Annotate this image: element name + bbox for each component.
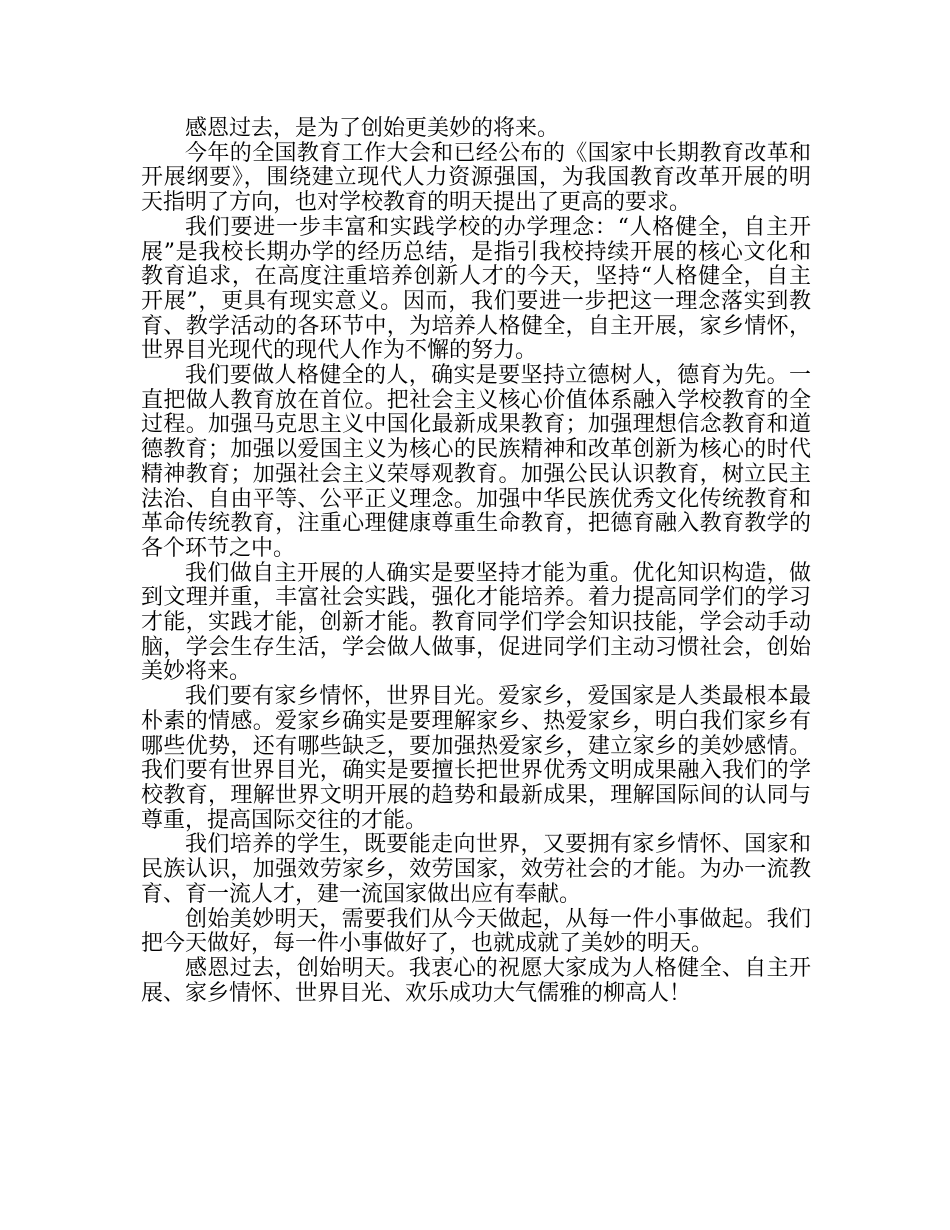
paragraph-9: 感恩过去，创始明天。我衷心的祝愿大家成为人格健全、自主开展、家乡情怀、世界目光、欢乐成功大气儒雅的柳高人！ (141, 955, 811, 1006)
paragraph-1: 感恩过去，是为了创始更美妙的将来。 (185, 116, 560, 141)
document-body (141, 117, 811, 1006)
paragraph-6: 我们要有家乡情怀，世界目光。爱家乡，爱国家是人类最根本最朴素的情感。爱家乡确实是要理解家乡、热爱家乡，明白我们家乡有哪些优势，还有哪些缺乏，要加强热爱家乡，建立家乡的美妙感情。我们要有世界目光，确实是要擅长把世界优秀文明成果融入我们的学校教育，理解世界文明开展的趋势和最新成果，理解国际间的认同与尊重，提高国际交往的才能。 (141, 684, 811, 833)
paragraph-5: 我们做自主开展的人确实是要坚持才能为重。优化知识构造，做到文理并重，丰富社会实践，强化才能培养。着力提高同学们的学习才能，实践才能，创新才能。教育同学们学会知识技能，学会动手动脑，学会生存生活，学会做人做事，促进同学们主动习惯社会，创始美妙将来。 (141, 560, 811, 685)
paragraph-8: 创始美妙明天，需要我们从今天做起，从每一件小事做起。我们把今天做好，每一件小事做好了，也就成就了美妙的明天。 (141, 906, 811, 957)
paragraph-7: 我们培养的学生，既要能走向世界，又要拥有家乡情怀、国家和民族认识，加强效劳家乡，效劳国家，效劳社会的才能。为办一流教育、育一流人才，建一流国家做出应有奉献。 (141, 832, 811, 907)
paragraph-3: 我们要进一步丰富和实践学校的办学理念：“人格健全，自主开展”是我校长期办学的经历总结，是指引我校持续开展的核心文化和教育追求，在高度注重培养创新人才的今天，坚持“人格健全，自主开展”，更具有现实意义。因而，我们要进一步把这一理念落实到教育、教学活动的各环节中，为培养人格健全，自主开展，家乡情怀，世界目光现代的现代人作为不懈的努力。 (141, 214, 811, 364)
paragraph-2: 今年的全国教育工作大会和已经公布的《国家中长期教育改革和开展纲要》，围绕建立现代人力资源强国，为我国教育改革开展的明天指明了方向，也对学校教育的明天提出了更高的要求。 (141, 140, 811, 216)
paragraph-4: 我们要做人格健全的人，确实是要坚持立德树人，德育为先。一直把做人教育放在首位。把社会主义核心价值体系融入学校教育的全过程。加强马克思主义中国化最新成果教育；加强理想信念教育和道德教育；加强以爱国主义为核心的民族精神和改革创新为核心的时代精神教育；加强社会主义荣辱观教育。加强公民认识教育，树立民主法治、自由平等、公平正义理念。加强中华民族优秀文化传统教育和革命传统教育，注重心理健康尊重生命教育，把德育融入教育教学的各个环节之中。 (141, 363, 811, 561)
